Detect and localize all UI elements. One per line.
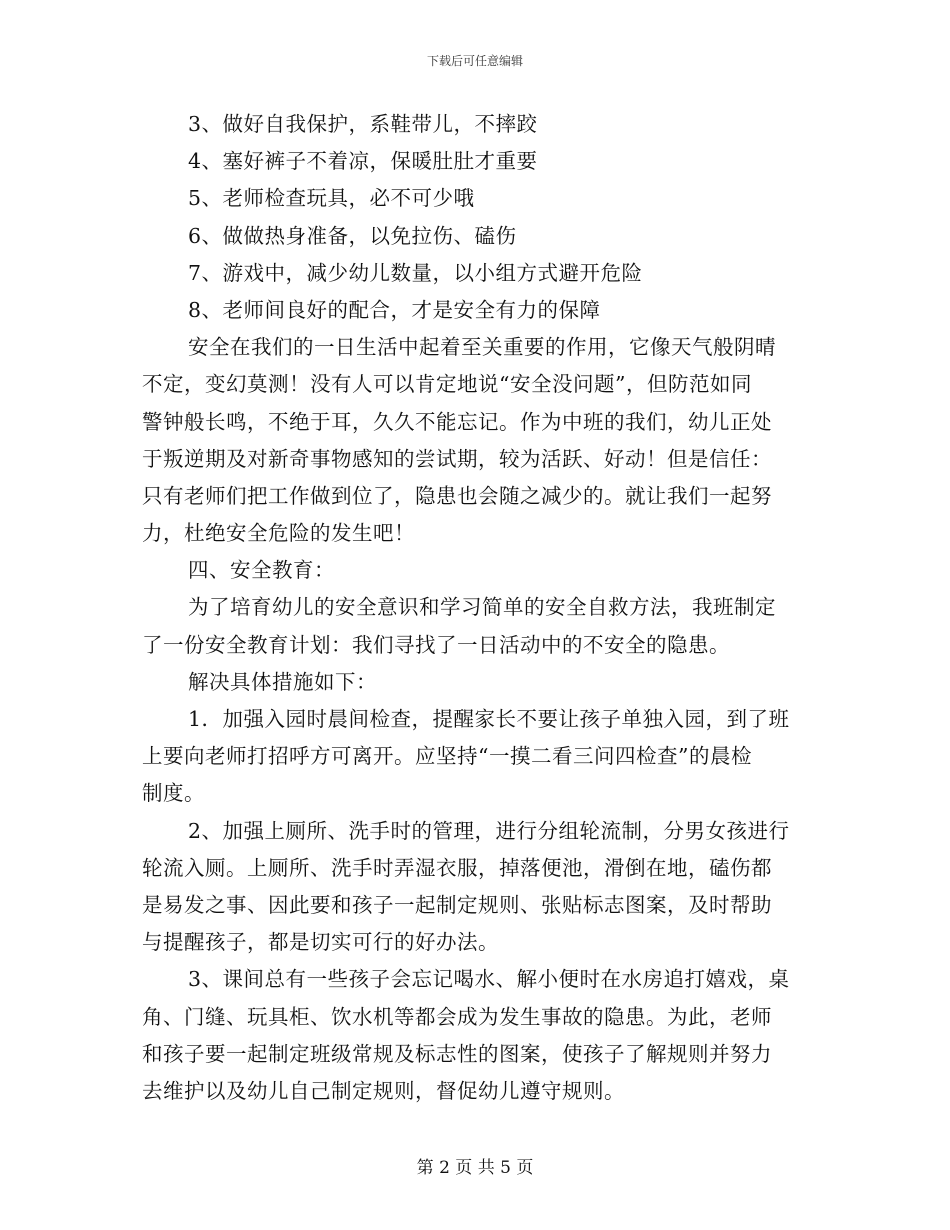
text-line: 制度。 — [142, 781, 205, 806]
page-header: 下载后可任意编辑 — [426, 54, 523, 68]
text-line: 和孩子要一起制定班级常规及标志性的图案，使孩子了解规则并努力 — [142, 1041, 772, 1066]
text-line: 5、老师检查玩具，必不可少哦 — [188, 186, 475, 211]
text-line: 上要向老师打招呼方可离开。应坚持“一摸二看三问四检查”的晨检 — [142, 744, 752, 769]
document-body — [142, 106, 810, 1110]
text-line: 于叛逆期及对新奇事物感知的尝试期，较为活跃、好动！但是信任： — [142, 446, 772, 471]
text-line: 警钟般长鸣，不绝于耳，久久不能忘记。作为中班的我们，幼儿正处 — [142, 409, 772, 434]
text-line: 了一份安全教育计划：我们寻找了一日活动中的不安全的隐患。 — [142, 632, 730, 657]
page-footer: 第 2 页 共 5 页 — [416, 1158, 534, 1178]
text-line: 与提醒孩子，都是切实可行的好办法。 — [142, 930, 499, 955]
text-line: 力，杜绝安全危险的发生吧！ — [142, 521, 415, 546]
text-line: 3、课间总有一些孩子会忘记喝水、解小便时在水房追打嬉戏，桌 — [188, 967, 790, 992]
text-line: 为了培育幼儿的安全意识和学习简单的安全自救方法，我班制定 — [188, 595, 776, 620]
text-line: 解决具体措施如下： — [188, 669, 377, 694]
text-line: 是易发之事、因此要和孩子一起制定规则、张贴标志图案，及时帮助 — [142, 892, 772, 917]
text-line: 角、门缝、玩具柜、饮水机等都会成为发生事故的隐患。为此，老师 — [142, 1004, 772, 1029]
text-line: 安全在我们的一日生活中起着至关重要的作用，它像天气般阴晴 — [188, 335, 776, 360]
text-line: 不定，变幻莫测！没有人可以肯定地说“安全没问题”，但防范如同 — [142, 372, 752, 397]
text-line: 3、做好自我保护，系鞋带儿，不摔跤 — [188, 112, 538, 136]
section-heading: 四、安全教育： — [188, 558, 335, 583]
text-line: 8、老师间良好的配合，才是安全有力的保障 — [188, 297, 601, 322]
text-line: 1．加强入园时晨间检查，提醒家长不要让孩子单独入园，到了班 — [188, 707, 790, 731]
text-line: 轮流入厕。上厕所、洗手时弄湿衣服，掉落便池，滑倒在地，磕伤都 — [142, 855, 772, 880]
text-line: 4、塞好裤子不着凉，保暖肚肚才重要 — [188, 149, 538, 174]
text-line: 2、加强上厕所、洗手时的管理，进行分组轮流制，分男女孩进行 — [188, 818, 790, 843]
text-line: 去维护以及幼儿自己制定规则，督促幼儿遵守规则。 — [142, 1078, 625, 1103]
text-line: 6、做做热身准备，以免拉伤、磕伤 — [188, 223, 517, 248]
text-line: 只有老师们把工作做到位了，隐患也会随之减少的。就让我们一起努 — [142, 483, 772, 508]
text-line: 7、游戏中，减少幼儿数量，以小组方式避开危险 — [188, 260, 643, 285]
